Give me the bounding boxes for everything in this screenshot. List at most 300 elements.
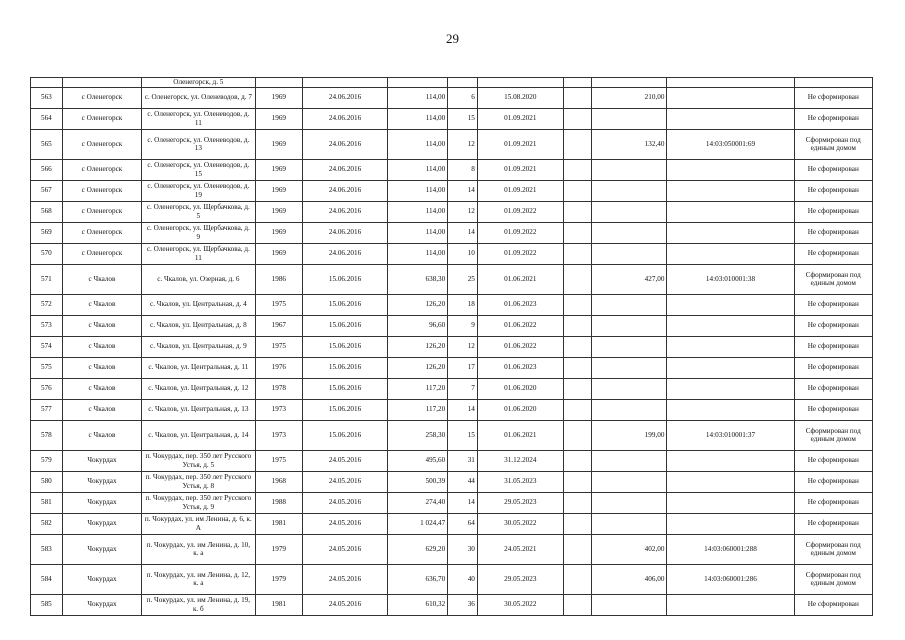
next-date-cell: 01.09.2022 <box>477 243 563 264</box>
land-area-cell <box>592 294 667 315</box>
empty-cell <box>563 534 592 564</box>
cadastral-number-cell: 14:03:010001:38 <box>667 264 794 294</box>
next-date-cell: 01.06.2022 <box>477 315 563 336</box>
residents-cell: 40 <box>448 564 478 594</box>
land-status-cell: Не сформирован <box>794 492 872 513</box>
year-cell: 1969 <box>255 129 303 159</box>
next-date-cell: 29.05.2023 <box>477 564 563 594</box>
row-number-cell: 568 <box>31 201 63 222</box>
residents-cell: 14 <box>448 492 478 513</box>
table-row <box>31 492 873 513</box>
settlement-cell: Чокурдах <box>62 534 141 564</box>
inspection-date-cell: 24.05.2016 <box>303 471 388 492</box>
year-cell: 1976 <box>255 357 303 378</box>
table-row <box>31 357 873 378</box>
address-cell: с. Оленегорск, ул. Оленеводов, д. 15 <box>142 159 255 180</box>
area-cell: 114,00 <box>387 201 447 222</box>
inspection-date-cell: 24.06.2016 <box>303 180 388 201</box>
address-cell: с. Чкалов, ул. Озерная, д. 6 <box>142 264 255 294</box>
year-cell: 1978 <box>255 378 303 399</box>
inspection-date-cell: 15.06.2016 <box>303 264 388 294</box>
cadastral-number-cell <box>667 492 794 513</box>
address-cell: п. Чокурдах, ул. им Ленина, д. 10, к. а <box>142 534 255 564</box>
table-row <box>31 243 873 264</box>
cadastral-number-cell <box>667 378 794 399</box>
address-cell: Оленегорск, д. 5 <box>142 78 255 88</box>
area-cell: 126,20 <box>387 357 447 378</box>
residents-cell: 44 <box>448 471 478 492</box>
settlement-cell: с Оленегорск <box>62 159 141 180</box>
year-cell: 1979 <box>255 534 303 564</box>
area-cell: 117,20 <box>387 399 447 420</box>
next-date-cell: 24.05.2021 <box>477 534 563 564</box>
settlement-cell: Чокурдах <box>62 594 141 615</box>
row-number-cell: 576 <box>31 378 63 399</box>
next-date-cell: 01.06.2022 <box>477 336 563 357</box>
row-number-cell: 585 <box>31 594 63 615</box>
land-status-cell: Не сформирован <box>794 294 872 315</box>
land-area-cell <box>592 492 667 513</box>
table-row <box>31 87 873 108</box>
residents-cell: 8 <box>448 159 478 180</box>
inspection-date-cell: 24.05.2016 <box>303 492 388 513</box>
register-table <box>30 77 873 616</box>
land-status-cell: Сформирован под единым домом <box>794 564 872 594</box>
cadastral-number-cell <box>667 336 794 357</box>
inspection-date-cell: 24.05.2016 <box>303 450 388 471</box>
land-status-cell: Не сформирован <box>794 471 872 492</box>
row-number-cell: 570 <box>31 243 63 264</box>
next-date-cell: 30.05.2022 <box>477 594 563 615</box>
land-status-cell: Не сформирован <box>794 513 872 534</box>
table-row <box>31 315 873 336</box>
address-cell: с. Оленегорск, ул. Оленеводов, д. 7 <box>142 87 255 108</box>
land-area-cell <box>592 222 667 243</box>
empty-cell <box>563 399 592 420</box>
row-number-cell: 572 <box>31 294 63 315</box>
row-number-cell: 567 <box>31 180 63 201</box>
table-row <box>31 420 873 450</box>
table-row <box>31 594 873 615</box>
address-cell: с. Чкалов, ул. Центральная, д. 12 <box>142 378 255 399</box>
table-row <box>31 264 873 294</box>
empty-cell <box>563 420 592 450</box>
row-number-cell: 583 <box>31 534 63 564</box>
cadastral-number-cell <box>667 450 794 471</box>
next-date-cell: 30.05.2022 <box>477 513 563 534</box>
address-cell: с. Чкалов, ул. Центральная, д. 11 <box>142 357 255 378</box>
area-cell: 117,20 <box>387 378 447 399</box>
page-number: 29 <box>446 31 459 46</box>
cadastral-number-cell <box>667 315 794 336</box>
cadastral-number-cell <box>667 357 794 378</box>
residents-cell: 9 <box>448 315 478 336</box>
settlement-cell: с Оленегорск <box>62 222 141 243</box>
settlement-cell: с Чкалов <box>62 378 141 399</box>
area-cell: 629,20 <box>387 534 447 564</box>
empty-cell <box>563 294 592 315</box>
row-number-cell: 584 <box>31 564 63 594</box>
cadastral-number-cell <box>667 222 794 243</box>
address-cell: п. Чокурдах, пер. 350 лет Русского Устья, д. 8 <box>142 471 255 492</box>
settlement-cell: с Оленегорск <box>62 108 141 129</box>
next-date-cell: 01.06.2021 <box>477 420 563 450</box>
year-cell: 1975 <box>255 336 303 357</box>
year-cell: 1968 <box>255 471 303 492</box>
next-date-cell: 01.06.2020 <box>477 399 563 420</box>
cadastral-number-cell <box>667 201 794 222</box>
table-row <box>31 222 873 243</box>
land-area-cell: 210,00 <box>592 87 667 108</box>
next-date-cell: 15.08.2020 <box>477 87 563 108</box>
table-row <box>31 534 873 564</box>
next-date-cell: 01.09.2021 <box>477 180 563 201</box>
year-cell: 1981 <box>255 513 303 534</box>
settlement-cell: с Чкалов <box>62 399 141 420</box>
land-area-cell: 402,00 <box>592 534 667 564</box>
address-cell: с. Чкалов, ул. Центральная, д. 14 <box>142 420 255 450</box>
residents-cell: 14 <box>448 222 478 243</box>
inspection-date-cell: 15.06.2016 <box>303 420 388 450</box>
settlement-cell: с Чкалов <box>62 336 141 357</box>
address-cell: с. Оленегорск, ул. Щербачкова, д. 9 <box>142 222 255 243</box>
address-cell: с. Оленегорск, ул. Щербачкова, д. 11 <box>142 243 255 264</box>
cadastral-number-cell <box>667 108 794 129</box>
land-area-cell <box>592 201 667 222</box>
residents-cell: 14 <box>448 180 478 201</box>
settlement-cell: с Оленегорск <box>62 87 141 108</box>
land-status-cell: Не сформирован <box>794 222 872 243</box>
year-cell: 1975 <box>255 450 303 471</box>
row-number-cell: 580 <box>31 471 63 492</box>
land-area-cell: 427,00 <box>592 264 667 294</box>
address-cell: п. Чокурдах, пер. 350 лет Русского Устья, д. 9 <box>142 492 255 513</box>
land-status-cell: Не сформирован <box>794 87 872 108</box>
inspection-date-cell: 24.06.2016 <box>303 201 388 222</box>
cadastral-number-cell <box>667 399 794 420</box>
empty-cell <box>563 243 592 264</box>
land-status-cell: Не сформирован <box>794 159 872 180</box>
year-cell: 1975 <box>255 294 303 315</box>
empty-cell <box>563 564 592 594</box>
land-area-cell <box>592 159 667 180</box>
inspection-date-cell: 24.06.2016 <box>303 243 388 264</box>
address-cell: с. Оленегорск, ул. Оленеводов, д. 13 <box>142 129 255 159</box>
residents-cell: 30 <box>448 534 478 564</box>
table-row <box>31 129 873 159</box>
inspection-date-cell: 24.06.2016 <box>303 129 388 159</box>
address-cell: п. Чокурдах, ул. им Ленина, д. 19, к. б <box>142 594 255 615</box>
year-cell: 1973 <box>255 420 303 450</box>
land-status-cell: Не сформирован <box>794 336 872 357</box>
cadastral-number-cell <box>667 513 794 534</box>
year-cell: 1969 <box>255 201 303 222</box>
residents-cell: 15 <box>448 420 478 450</box>
next-date-cell: 01.06.2020 <box>477 378 563 399</box>
row-number-cell: 565 <box>31 129 63 159</box>
area-cell: 610,32 <box>387 594 447 615</box>
address-cell: с. Чкалов, ул. Центральная, д. 9 <box>142 336 255 357</box>
next-date-cell: 01.06.2023 <box>477 294 563 315</box>
row-number-cell: 582 <box>31 513 63 534</box>
address-cell: с. Чкалов, ул. Центральная, д. 13 <box>142 399 255 420</box>
next-date-cell: 31.05.2023 <box>477 471 563 492</box>
area-cell: 126,20 <box>387 294 447 315</box>
row-number-cell: 573 <box>31 315 63 336</box>
area-cell: 126,20 <box>387 336 447 357</box>
land-area-cell <box>592 357 667 378</box>
land-status-cell: Сформирован под единым домом <box>794 264 872 294</box>
row-number-cell: 564 <box>31 108 63 129</box>
row-number-cell: 578 <box>31 420 63 450</box>
land-area-cell <box>592 336 667 357</box>
inspection-date-cell: 15.06.2016 <box>303 294 388 315</box>
settlement-cell: с Чкалов <box>62 420 141 450</box>
table-row <box>31 471 873 492</box>
inspection-date-cell: 15.06.2016 <box>303 357 388 378</box>
land-status-cell: Сформирован под единым домом <box>794 534 872 564</box>
next-date-cell: 01.09.2021 <box>477 159 563 180</box>
settlement-cell: Чокурдах <box>62 492 141 513</box>
table-row <box>31 180 873 201</box>
empty-cell <box>563 471 592 492</box>
next-date-cell: 01.09.2022 <box>477 222 563 243</box>
empty-cell <box>563 87 592 108</box>
cadastral-number-cell <box>667 87 794 108</box>
cadastral-number-cell <box>667 180 794 201</box>
settlement-cell: с Чкалов <box>62 264 141 294</box>
settlement-cell: с Оленегорск <box>62 201 141 222</box>
settlement-cell: с Оленегорск <box>62 129 141 159</box>
land-status-cell: Не сформирован <box>794 399 872 420</box>
address-cell: с. Оленегорск, ул. Оленеводов, д. 19 <box>142 180 255 201</box>
table-row <box>31 294 873 315</box>
next-date-cell: 01.09.2022 <box>477 201 563 222</box>
land-area-cell <box>592 243 667 264</box>
settlement-cell: Чокурдах <box>62 450 141 471</box>
area-cell: 500,39 <box>387 471 447 492</box>
year-cell: 1969 <box>255 243 303 264</box>
empty-cell <box>563 159 592 180</box>
address-cell: с. Оленегорск, ул. Щербачкова, д. 5 <box>142 201 255 222</box>
inspection-date-cell: 24.05.2016 <box>303 594 388 615</box>
land-area-cell <box>592 378 667 399</box>
empty-cell <box>563 357 592 378</box>
empty-cell <box>563 315 592 336</box>
year-cell: 1969 <box>255 108 303 129</box>
land-status-cell: Не сформирован <box>794 594 872 615</box>
inspection-date-cell: 24.05.2016 <box>303 564 388 594</box>
year-cell: 1969 <box>255 159 303 180</box>
land-status-cell: Не сформирован <box>794 180 872 201</box>
area-cell: 638,30 <box>387 264 447 294</box>
settlement-cell: с Чкалов <box>62 315 141 336</box>
address-cell: с. Чкалов, ул. Центральная, д. 4 <box>142 294 255 315</box>
residents-cell: 15 <box>448 108 478 129</box>
year-cell: 1981 <box>255 594 303 615</box>
year-cell: 1973 <box>255 399 303 420</box>
table-row <box>31 108 873 129</box>
next-date-cell: 01.06.2023 <box>477 357 563 378</box>
table-row <box>31 564 873 594</box>
table-row <box>31 201 873 222</box>
inspection-date-cell: 24.05.2016 <box>303 513 388 534</box>
table-row <box>31 336 873 357</box>
table-row-partial <box>31 78 873 88</box>
row-number-cell: 563 <box>31 87 63 108</box>
land-status-cell: Сформирован под единым домом <box>794 420 872 450</box>
year-cell: 1979 <box>255 564 303 594</box>
cadastral-number-cell: 14:03:010001:37 <box>667 420 794 450</box>
empty-cell <box>563 264 592 294</box>
inspection-date-cell: 24.06.2016 <box>303 159 388 180</box>
address-cell: с. Оленегорск, ул. Оленеводов, д. 11 <box>142 108 255 129</box>
area-cell: 258,30 <box>387 420 447 450</box>
land-area-cell <box>592 108 667 129</box>
inspection-date-cell: 15.06.2016 <box>303 378 388 399</box>
empty-cell <box>563 201 592 222</box>
address-cell: п. Чокурдах, ул. им Ленина, д. 6, к. А <box>142 513 255 534</box>
area-cell: 96,60 <box>387 315 447 336</box>
residents-cell: 25 <box>448 264 478 294</box>
year-cell: 1967 <box>255 315 303 336</box>
land-area-cell <box>592 450 667 471</box>
inspection-date-cell: 24.06.2016 <box>303 108 388 129</box>
area-cell: 636,70 <box>387 564 447 594</box>
land-area-cell <box>592 594 667 615</box>
area-cell: 114,00 <box>387 108 447 129</box>
row-number-cell: 569 <box>31 222 63 243</box>
cadastral-number-cell <box>667 594 794 615</box>
settlement-cell: с Оленегорск <box>62 243 141 264</box>
area-cell: 1 024,47 <box>387 513 447 534</box>
next-date-cell: 01.06.2021 <box>477 264 563 294</box>
cadastral-number-cell <box>667 294 794 315</box>
row-number-cell: 579 <box>31 450 63 471</box>
empty-cell <box>563 108 592 129</box>
area-cell: 114,00 <box>387 159 447 180</box>
empty-cell <box>563 492 592 513</box>
year-cell: 1969 <box>255 222 303 243</box>
cadastral-number-cell <box>667 159 794 180</box>
row-number-cell: 571 <box>31 264 63 294</box>
row-number-cell: 581 <box>31 492 63 513</box>
inspection-date-cell: 15.06.2016 <box>303 315 388 336</box>
address-cell: п. Чокурдах, пер. 350 лет Русского Устья, д. 5 <box>142 450 255 471</box>
address-cell: с. Чкалов, ул. Центральная, д. 8 <box>142 315 255 336</box>
year-cell: 1988 <box>255 492 303 513</box>
next-date-cell: 01.09.2021 <box>477 129 563 159</box>
land-area-cell <box>592 315 667 336</box>
empty-cell <box>563 378 592 399</box>
residents-cell: 14 <box>448 399 478 420</box>
land-status-cell: Не сформирован <box>794 201 872 222</box>
area-cell: 114,00 <box>387 180 447 201</box>
row-number-cell: 574 <box>31 336 63 357</box>
land-area-cell: 406,00 <box>592 564 667 594</box>
empty-cell <box>563 450 592 471</box>
settlement-cell: Чокурдах <box>62 471 141 492</box>
next-date-cell: 01.09.2021 <box>477 108 563 129</box>
table-row <box>31 399 873 420</box>
inspection-date-cell: 15.06.2016 <box>303 399 388 420</box>
land-status-cell: Не сформирован <box>794 450 872 471</box>
land-area-cell <box>592 399 667 420</box>
residents-cell: 7 <box>448 378 478 399</box>
land-area-cell: 132,40 <box>592 129 667 159</box>
area-cell: 114,00 <box>387 222 447 243</box>
empty-cell <box>563 513 592 534</box>
cadastral-number-cell <box>667 243 794 264</box>
inspection-date-cell: 24.06.2016 <box>303 87 388 108</box>
settlement-cell: с Чкалов <box>62 357 141 378</box>
settlement-cell: с Чкалов <box>62 294 141 315</box>
year-cell: 1986 <box>255 264 303 294</box>
table-row <box>31 159 873 180</box>
land-area-cell: 199,00 <box>592 420 667 450</box>
land-status-cell: Не сформирован <box>794 378 872 399</box>
row-number-cell: 575 <box>31 357 63 378</box>
empty-cell <box>563 594 592 615</box>
empty-cell <box>563 222 592 243</box>
residents-cell: 18 <box>448 294 478 315</box>
land-status-cell: Не сформирован <box>794 315 872 336</box>
residents-cell: 12 <box>448 201 478 222</box>
area-cell: 274,40 <box>387 492 447 513</box>
land-status-cell: Сформирован под единым домом <box>794 129 872 159</box>
empty-cell <box>563 336 592 357</box>
residents-cell: 6 <box>448 87 478 108</box>
year-cell: 1969 <box>255 180 303 201</box>
row-number-cell: 577 <box>31 399 63 420</box>
land-status-cell: Не сформирован <box>794 108 872 129</box>
cadastral-number-cell <box>667 471 794 492</box>
row-number-cell: 566 <box>31 159 63 180</box>
cadastral-number-cell: 14:03:060001:288 <box>667 534 794 564</box>
settlement-cell: Чокурдах <box>62 564 141 594</box>
residents-cell: 12 <box>448 129 478 159</box>
residents-cell: 12 <box>448 336 478 357</box>
area-cell: 114,00 <box>387 243 447 264</box>
inspection-date-cell: 24.05.2016 <box>303 534 388 564</box>
cadastral-number-cell: 14:03:060001:286 <box>667 564 794 594</box>
land-area-cell <box>592 513 667 534</box>
cadastral-number-cell: 14:03:050001:69 <box>667 129 794 159</box>
table-row <box>31 450 873 471</box>
year-cell: 1969 <box>255 87 303 108</box>
next-date-cell: 29.05.2023 <box>477 492 563 513</box>
settlement-cell: с Оленегорск <box>62 180 141 201</box>
land-status-cell: Не сформирован <box>794 357 872 378</box>
inspection-date-cell: 15.06.2016 <box>303 336 388 357</box>
next-date-cell: 31.12.2024 <box>477 450 563 471</box>
empty-cell <box>563 129 592 159</box>
address-cell: п. Чокурдах, ул. им Ленина, д. 12, к. а <box>142 564 255 594</box>
land-status-cell: Не сформирован <box>794 243 872 264</box>
settlement-cell: Чокурдах <box>62 513 141 534</box>
area-cell: 114,00 <box>387 129 447 159</box>
residents-cell: 36 <box>448 594 478 615</box>
area-cell: 114,00 <box>387 87 447 108</box>
land-area-cell <box>592 180 667 201</box>
inspection-date-cell: 24.06.2016 <box>303 222 388 243</box>
table-row <box>31 378 873 399</box>
table-row <box>31 513 873 534</box>
residents-cell: 31 <box>448 450 478 471</box>
residents-cell: 64 <box>448 513 478 534</box>
empty-cell <box>563 180 592 201</box>
land-area-cell <box>592 471 667 492</box>
